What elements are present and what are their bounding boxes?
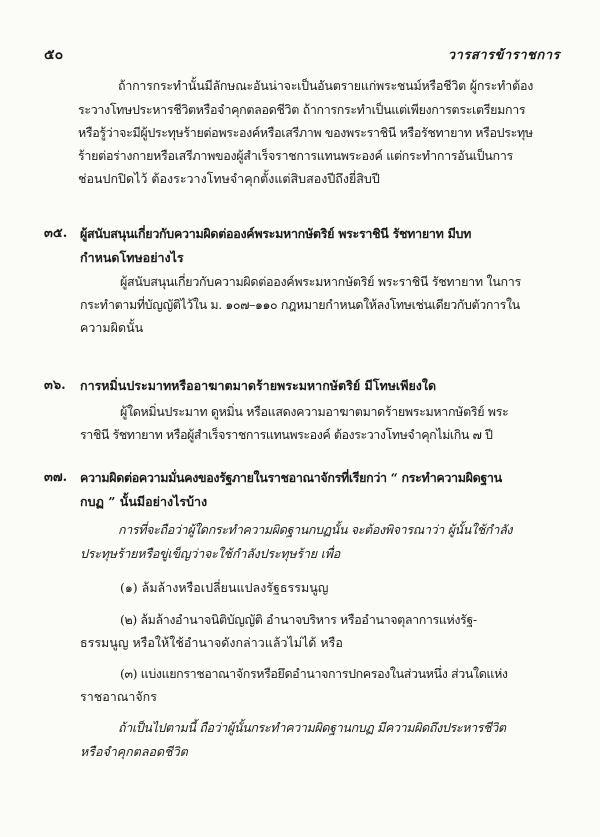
text-line: หรือรู้ว่าจะมีผู้ประทุษร้ายต่อพระองค์หรือเสรีภาพ ของพระราชินี หรือรัชทายาท หรือประทุษ bbox=[78, 125, 533, 140]
question-number: ๓๖. bbox=[44, 378, 66, 393]
text-line: ราชอาณาจักร bbox=[80, 689, 157, 704]
text-line: ถ้าเป็นไปตามนี้ ถือว่าผู้นั้นกระทำความผิดฐานกบฏ มีความผิดถึงประหารชีวิต bbox=[118, 720, 506, 735]
page-number: ๕๐ bbox=[44, 47, 64, 63]
question-number: ๓๕. bbox=[44, 226, 68, 241]
text-line: การที่จะถือว่าผู้ใดกระทำความผิดฐานกบฏนั้น จะต้องพิจารณาว่า ผู้นั้นใช้กำลัง bbox=[118, 522, 513, 537]
text-line: (๓) แบ่งแยกราชอาณาจักรหรือยึดอำนาจการปกครองในส่วนหนึ่ง ส่วนใดแห่ง bbox=[120, 666, 508, 681]
text-line: (๑) ล้มล้างหรือเปลี่ยนแปลงรัฐธรรมนูญ bbox=[120, 580, 329, 595]
text-line: ถ้าการกระทำนั้นมีลักษณะอันน่าจะเป็นอันตรายแก่พระชนม์หรือชีวิต ผู้กระทำต้อง bbox=[118, 78, 534, 93]
text-line: ร้ายต่อร่างกายหรือเสรีภาพของผู้สำเร็จราชการแทนพระองค์ แต่กระทำการอันเป็นการ bbox=[78, 148, 513, 163]
text-line: ความผิดนั้น bbox=[80, 320, 144, 335]
text-line: ความผิดต่อความมั่นคงของรัฐภายในราชอาณาจักรที่เรียกว่า “ กระทำความผิดฐาน bbox=[80, 470, 502, 485]
text-line: กระทำตามที่บัญญัติไว้ใน ม. ๑๐๗–๑๑๐ กฎหมายกำหนดให้ลงโทษเช่นเดียวกับตัวการใน bbox=[80, 297, 520, 312]
text-line: ช่อนปกปิดไว้ ต้องระวางโทษจำคุกตั้งแต่สิบสองปีถึงยี่สิบปี bbox=[78, 171, 380, 186]
text-line: ผู้ใดหมิ่นประมาท ดูหมิ่น หรือแสดงความอาฆาตมาดร้ายพระมหากษัตริย์ พระ bbox=[120, 404, 509, 419]
text-line: การหมิ่นประมาทหรืออาฆาตมาดร้ายพระมหากษัตริย์ มีโทษเพียงใด bbox=[80, 378, 437, 393]
question-number: ๓๗. bbox=[44, 470, 68, 485]
text-line: ธรรมนูญ หรือให้ใช้อำนาจดังกล่าวแล้วไม่ได้ หรือ bbox=[80, 635, 343, 650]
text-line: ระวางโทษประหารชีวิตหรือจำคุกตลอดชีวิต ถ้าการกระทำเป็นแต่เพียงการตระเตรียมการ bbox=[78, 102, 526, 117]
text-line: กำหนดโทษอย่างไร bbox=[80, 250, 184, 265]
text-line: ราชินี รัชทายาท หรือผู้สำเร็จราชการแทนพระองค์ ต้องระวางโทษจำคุกไม่เกิน ๗ ปี bbox=[80, 427, 493, 442]
text-line: ผู้สนับสนุนเกี่ยวกับความผิดต่อองค์พระมหากษัตริย์ พระราชินี รัชทายาท ในการ bbox=[120, 274, 521, 289]
text-line: กบฏ ” นั้นมีอย่างไรบ้าง bbox=[80, 494, 208, 509]
text-line: หรือจำคุกตลอดชีวิต bbox=[80, 744, 188, 759]
text-line: ประทุษร้ายหรือขู่เข็ญว่าจะใช้กำลังประทุษร้าย เพื่อ bbox=[80, 546, 341, 561]
text-line: ผู้สนับสนุนเกี่ยวกับความผิดต่อองค์พระมหากษัตริย์ พระราชินี รัชทายาท มีบท bbox=[80, 226, 472, 241]
journal-title: วารสารข้าราชการ bbox=[447, 48, 560, 63]
text-line: (๒) ล้มล้างอำนาจนิติบัญญัติ อำนาจบริหาร หรืออำนาจตุลาการแห่งรัฐ- bbox=[120, 612, 477, 627]
